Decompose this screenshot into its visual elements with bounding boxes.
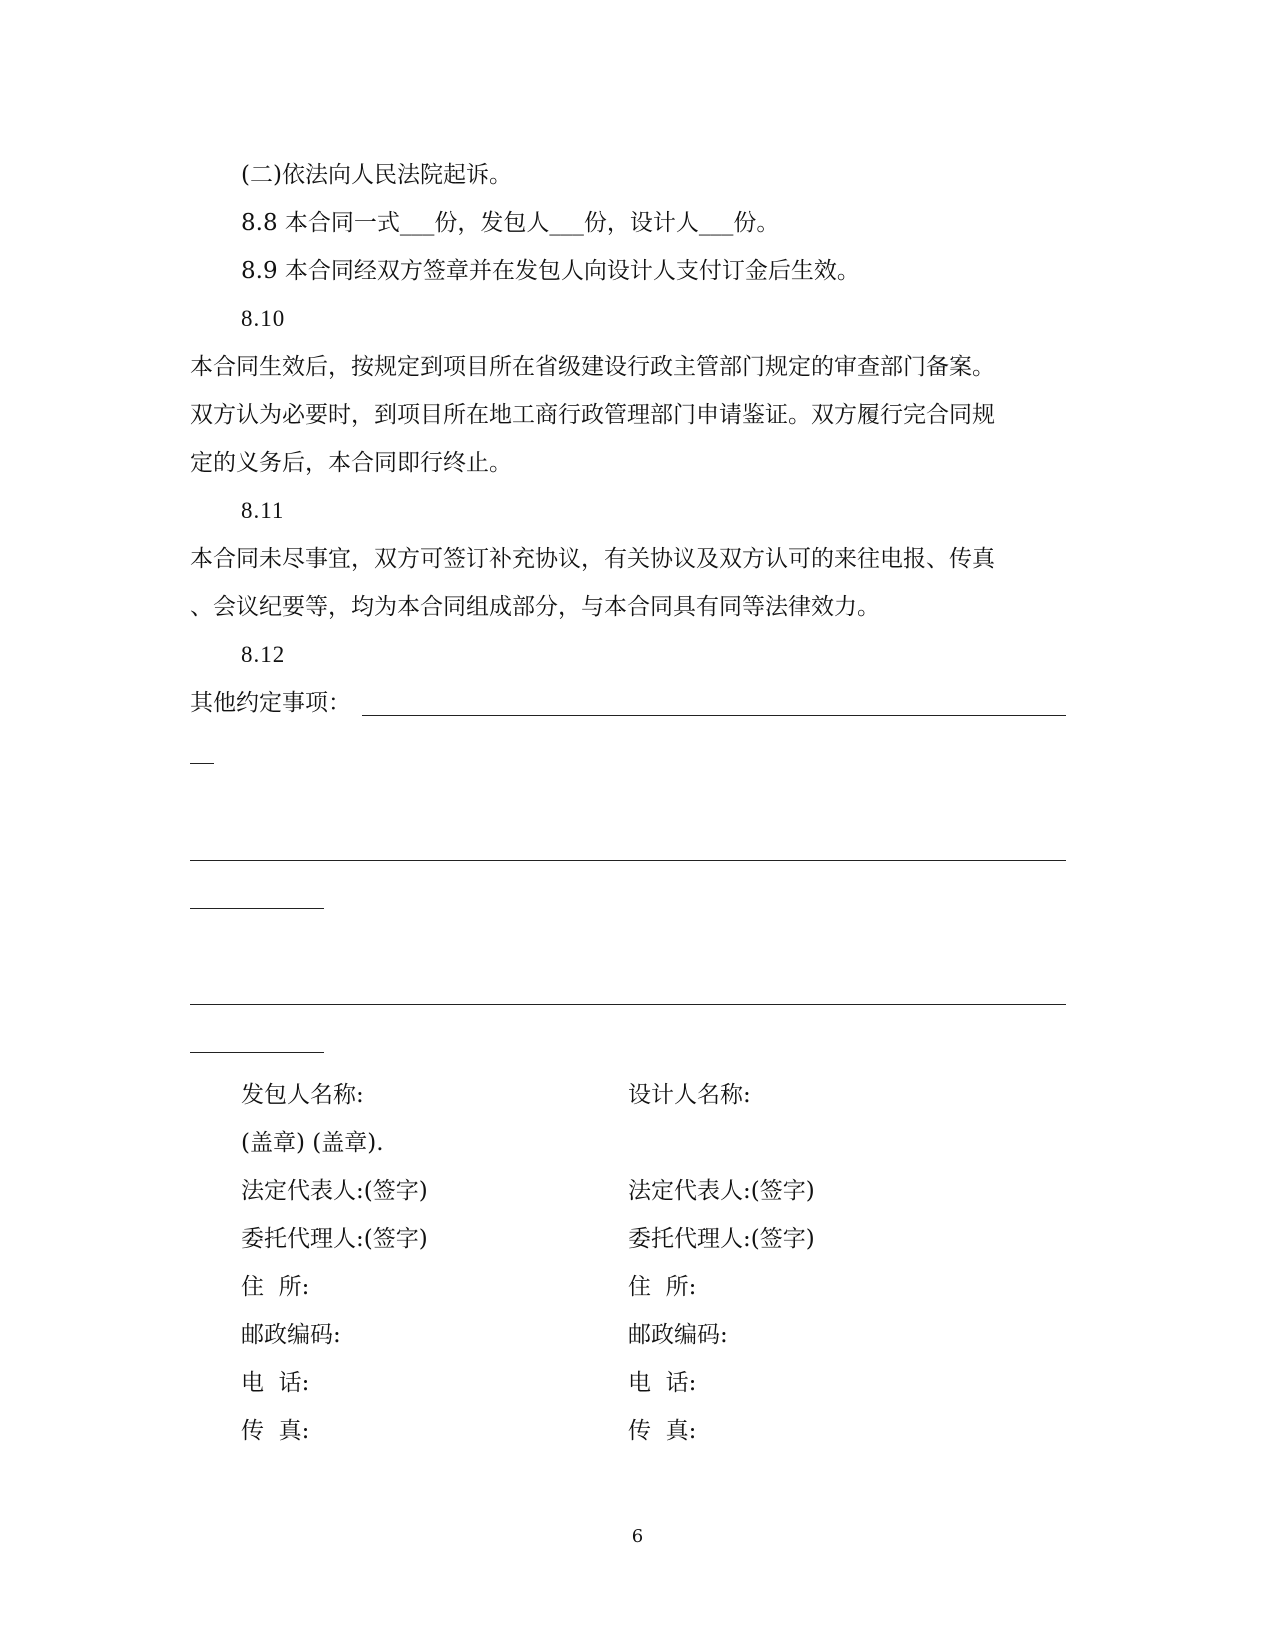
designer-fax-label: 传 真:: [628, 1418, 697, 1444]
designer-agent-label: 委托代理人:(签字): [628, 1226, 815, 1252]
client-phone-label: 电 话:: [241, 1370, 310, 1396]
client-agent-label: 委托代理人:(签字): [241, 1226, 428, 1252]
clause-8-11-text-line-2: 、会议纪要等，均为本合同组成部分，与本合同具有同等法律效力。: [190, 594, 880, 620]
clause-8-10-text-line-3: 定的义务后，本合同即行终止。: [190, 450, 512, 476]
blank-line-2: [190, 860, 1066, 861]
client-name-label: 发包人名称:: [241, 1082, 364, 1108]
blank-line-3-continuation: [190, 1052, 324, 1053]
blank-line-3: [190, 1004, 1066, 1005]
clause-8-9: 8.9 本合同经双方签章并在发包人向设计人支付订金后生效。: [241, 258, 860, 284]
designer-postcode-label: 邮政编码:: [628, 1322, 728, 1348]
clause-8-11-text-line-1: 本合同未尽事宜，双方可签订补充协议，有关协议及双方认可的来往电报、传真: [190, 546, 995, 572]
seal-label: (盖章) (盖章).: [241, 1130, 384, 1156]
designer-phone-label: 电 话:: [628, 1370, 697, 1396]
designer-legal-rep-label: 法定代表人:(签字): [628, 1178, 815, 1204]
page-number: 6: [631, 1526, 644, 1547]
clause-8-11-number: 8.11: [241, 498, 285, 523]
clause-8-8: 8.8 本合同一式___份，发包人___份，设计人___份。: [241, 210, 780, 236]
clause-8-12-label: 其他约定事项：: [190, 690, 351, 716]
clause-8-10-number: 8.10: [241, 306, 286, 331]
blank-line-1: [362, 715, 1066, 716]
designer-name-label: 设计人名称:: [628, 1082, 751, 1108]
client-address-label: 住 所:: [241, 1274, 310, 1300]
clause-8-10-text-line-1: 本合同生效后，按规定到项目所在省级建设行政主管部门规定的审查部门备案。: [190, 354, 995, 380]
designer-address-label: 住 所:: [628, 1274, 697, 1300]
clause-8-7-item-2: (二)依法向人民法院起诉。: [241, 162, 512, 188]
blank-line-1-continuation: [190, 763, 214, 764]
client-postcode-label: 邮政编码:: [241, 1322, 341, 1348]
clause-8-10-text-line-2: 双方认为必要时，到项目所在地工商行政管理部门申请鉴证。双方履行完合同规: [190, 402, 995, 428]
clause-8-12-number: 8.12: [241, 642, 286, 667]
client-fax-label: 传 真:: [241, 1418, 310, 1444]
client-legal-rep-label: 法定代表人:(签字): [241, 1178, 428, 1204]
blank-line-2-continuation: [190, 908, 324, 909]
